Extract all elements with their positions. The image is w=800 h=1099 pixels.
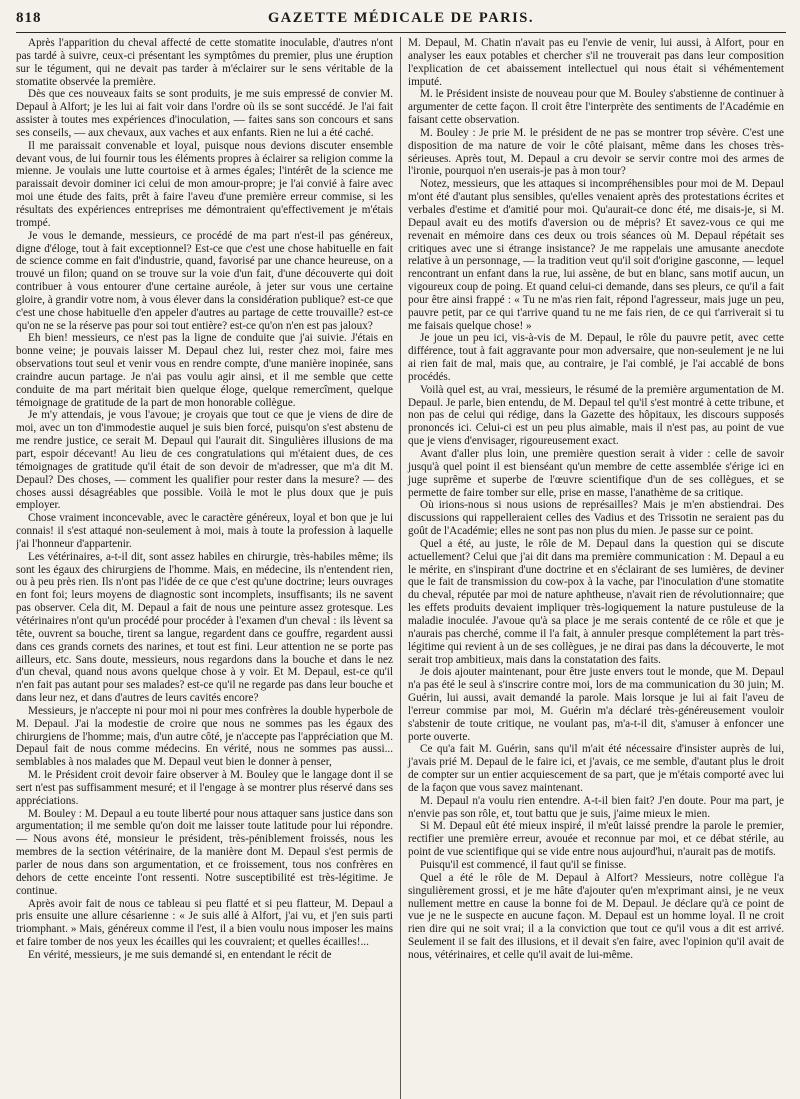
paragraph: M. le Président insiste de nouveau pour que M. Bouley s'abstienne de continuer à argumenter de cette façon. Il croit être l'interprète des sentiments de l'Académie en faisant cette observation. (408, 88, 784, 127)
paragraph: M. le Président croit devoir faire observer à M. Bouley que le langage dont il se sert n'est pas suffisamment mesuré; et il l'engage à se montrer plus réservé dans ses appréciations. (16, 769, 393, 807)
journal-title: GAZETTE MÉDICALE DE PARIS. (268, 10, 534, 26)
paragraph: M. Depaul n'a voulu rien entendre. A-t-il bien fait? J'en doute. Pour ma part, je n'envie pas son rôle, et, tout battu que je suis, j'aime mieux le mien. (408, 794, 784, 820)
paragraph: M. Depaul, M. Chatin n'avait pas eu l'envie de venir, lui aussi, à Alfort, pour en analyser les eaux potables et chercher s'il ne trouverait pas dans leur composition l'explication de cet abaissement intellectuel qui nous était si véhémentement imputé. (408, 37, 784, 88)
paragraph: Eh bien! messieurs, ce n'est pas la ligne de conduite que j'ai suivie. J'étais en bonne veine; je pouvais laisser M. Depaul chez lui, rester chez moi, faire mes observations tout seul et venir vous en rendre compte, d'une manière inopinée, sans craindre aucun partage. Je n'ai pas voulu agir ainsi, et il me semble que cette conduite de ma part méritait bien quelque éloge, quelque remercîment, quelque témoignage de gratitude de la part de mon honorable collègue. (16, 332, 393, 409)
paragraph: Voilà quel est, au vrai, messieurs, le résumé de la première argumentation de M. Depaul. Je parle, bien entendu, de M. Depaul tel qu'il s'est montré à cette tribune, et non pas de celui qui rédige, dans la Gazette des hôpitaux, les discours supposés prononcés ici. Celui-ci est un peu plus aimable, mais il n'est pas, au point de vue que je viens d'envisager, rigoureusement exact. (408, 383, 784, 448)
paragraph: Chose vraiment inconcevable, avec le caractère généreux, loyal et bon que je lui connais! il s'est attaqué non-seulement à moi, mais à toute la profession à laquelle j'ai l'honneur d'appartenir. (16, 512, 393, 550)
paragraph: Quel a été le rôle de M. Depaul à Alfort? Messieurs, notre collègue l'a singulièrement grossi, et je me hâte d'ajouter qu'en m'exprimant ainsi, je ne veux nullement mettre en cause la bonne foi de M. Depaul. Je déclare qu'à ce point de vue je ne le suspecte en aucune façon. M. Depaul est un homme loyal. Il ne croit rien dire qui ne soit vrai; il a la conviction que tout ce qu'il vous a dit est arrivé. Seulement il se fait des illusions, et il devait s'en faire, avec l'opinion qu'il avait de nous, vétérinaires, et celle qu'il avait de lui-même. (408, 871, 784, 961)
paragraph: Puisqu'il est commencé, il faut qu'il se finisse. (420, 859, 627, 871)
paragraph: Messieurs, je n'accepte ni pour moi ni pour mes confrères la double hyperbole de M. Depaul. J'ai la modestie de croire que nous ne sommes pas les égaux des chirurgiens de l'homme; mais, d'un autre côté, je n'accepte pas l'appréciation que M. Depaul fait de nous comme médecins. En vérité, nous ne sommes pas aussi... semblables à nos malades que M. Depaul veut bien le donner à penser, (16, 704, 393, 769)
left-column (16, 37, 400, 1099)
paragraph: En vérité, messieurs, je me suis demandé si, en entendant le récit de (28, 948, 332, 961)
paragraph: Je dois ajouter maintenant, pour être juste envers tout le monde, que M. Depaul n'a pas été le seul à s'inscrire contre moi, lors de ma communication du 30 juin; M. Guérin, lui aussi, avait demandé la parole. Mais lorsque je lui ai fait l'aveu de l'erreur commise par moi, M. Guérin m'a déclaré très-généreusement vouloir s'abstenir de toute critique, ne voulant pas, m'a-t-il dit, s'amuser à enfoncer une porte ouverte. (408, 666, 784, 743)
right-column (400, 37, 784, 1099)
paragraph: Il me paraissait convenable et loyal, puisque nous devions discuter ensemble devant vous, de lui fournir tous les éléments propres à éclairer sa religion comme la mienne. Je voulais une lutte courtoise et à armes égales; l'intérêt de la science me paraissait devoir dominer ici celui de mon amour-propre; je l'ai convié à faire avec moi une étude des faits, prêt à faire l'aveu d'une première erreur commise, si les résultats des expériences entreprises me démontraient qu'effectivement je m'étais trompé. (16, 139, 393, 229)
paragraph: Quel a été, au juste, le rôle de M. Depaul dans la question qui se discute actuellement? Celui que j'ai dit dans ma première communication : M. Depaul a eu le mérite, en s'inspirant d'une doctrine et en s'éclairant de ses lumières, de deviner que le fait de transmission du cow-pox à la vache, par l'inoculation d'une stomatite du cheval, réputée par moi de nature aphtheuse, n'avait rien de révolutionnaire; que les effets produits devaient impliquer très-logiquement la nature pustuleuse de la maladie inoculée. J'avoue qu'à sa place je me serais contenté de ce rôle et que je n'aurais pas cherché, comme il l'a fait, à annuler presque complétement la part très-légitime qui revient à un de ses collègues, je ne dirai pas dans la découverte, le mot serait trop ambitieux, mais dans la constatation des faits. (408, 537, 784, 666)
paragraph: Après avoir fait de nous ce tableau si peu flatté et si peu flatteur, M. Depaul a pris ensuite une allure césarienne : « Je suis allé à Alfort, j'ai vu, et j'en suis parti triomphant. » Mais, généreux comme il l'est, il a bien voulu nous imposer les mains et faire tomber de nos yeux les écailles qui les couvraient; et quelles écailles!... (16, 897, 393, 949)
paragraph: Dès que ces nouveaux faits se sont produits, je me suis empressé de convier M. Depaul à Alfort; je les lui ai fait voir dans l'ordre où ils se sont succédé. Je l'ai fait assister à toutes mes expériences d'inoculation, — faites sans son concours et sans ses conseils, — aux chevaux, aux vaches et aux enfants. Rien ne lui a été caché. (16, 88, 393, 139)
page-header (16, 10, 786, 33)
paragraph: Je vous le demande, messieurs, ce procédé de ma part n'est-il pas généreux, digne d'éloge, tout à fait exceptionnel? Est-ce que c'est une chose habituelle en fait de science comme en fait d'industrie, quand, favorisé par une chance heureuse, on a trouvé un filon; quand on se trouve sur la voie d'un fait, d'une découverte qui doit contribuer à vous entourer d'une certaine auréole, à jeter sur vous une certaine gloire, à grandir votre nom, à vous élever dans la considération publique? est-ce que c'est une chose habituelle d'en appeler d'autres au partage de cette trouvaille? est-ce qu'on ne se la réserve pas pour soi tout entière? est-ce qu'on n'en est pas jaloux? (16, 229, 393, 332)
page-number: 818 (16, 10, 42, 26)
paragraph: Notez, messieurs, que les attaques si incompréhensibles pour moi de M. Depaul m'ont été d'autant plus sensibles, qu'elles venaient après des protestations écrites et verbales d'estime et d'amitié pour moi. Qu'aurait-ce donc été, me disais-je, si M. Depaul avait eu des motifs d'aversion ou de mépris? Et savez-vous ce qui me revenait en mémoire dans ces deux ou trois séances où M. Depaul répétait ses critiques avec une si étrange insistance? Je me rappelais une amusante anecdote relative à un personnage, — la tradition veut qu'il soit d'origine gasconne, — lequel rencontrant un enfant dans la rue, lui assène, de but en blanc, sans motif aucun, un vigoureux coup de poing. Et quand celui-ci demande, dans ses pleurs, ce qu'il a fait pour être ainsi frappé : « Tu ne m'as rien fait, répond l'agresseur, mais juge un peu, pauvre petit, par ce qui t'arrive quand tu ne me fais rien, de ce qui t'arriverait si tu me faisais quelque chose! » (408, 178, 784, 332)
paragraph: Les vétérinaires, a-t-il dit, sont assez habiles en chirurgie, très-habiles même; ils sont les égaux des chirurgiens de l'homme. Mais, en médecine, ils n'entendent rien, ou à peu près rien. Ils n'ont pas l'idée de ce que c'est qu'une doctrine; leurs ouvrages en font foi; leurs moyens de diagnostic sont incomplets, insuffisants; ils ne savent pas observer. Cela dit, M. Depaul a fait de nous une peinture assez grotesque. Les vétérinaires n'ont qu'un procédé pour procéder à l'examen d'un cheval : ils lèvent sa tête, ouvrent sa bouche, tirent sa langue, regardent dans ce gouffre, regardent aussi dans ces grands cornets des narines, et tout est fini. Leur attention ne se porte pas ailleurs, etc. Sans doute, messieurs, nous regardons dans la bouche et dans le nez d'un cheval, quand nous avons quelque chose à y voir. Et M. Depaul, est-ce qu'il n'en fait pas autant pour ses malades? est-ce qu'il ne regarde pas dans leur bouche et dans leur nez, et dans d'autres de leurs cavités encore? (16, 550, 393, 705)
paragraph: Avant d'aller plus loin, une première question serait à vider : celle de savoir jusqu'à quel point il est bienséant qu'un membre de cette assemblée s'érige ici en juge suprême et superbe de l'œuvre scientifique d'un de ses collègues, et se permette de faire tomber sur elle, prise en masse, l'anathème de sa critique. (408, 448, 784, 499)
paragraph: Après l'apparition du cheval affecté de cette stomatite inoculable, d'autres n'ont pas tardé à suivre, ceux-ci présentant les symptômes du premier, plus une éruption sur le tégument, qui ne devait pas tarder à m'éclairer sur le sens véritable de la stomatite observée la première. (16, 37, 393, 88)
paragraph: M. Bouley : Je prie M. le président de ne pas se montrer trop sévère. C'est une disposition de ma nature de voir le côté plaisant, même dans les choses très-sérieuses. Après tout, M. Depaul a cru devoir se servir contre moi des armes de l'ironie, pourquoi n'en userais-je pas à mon tour? (408, 126, 784, 178)
paragraph: M. Bouley : M. Depaul a eu toute liberté pour nous attaquer sans justice dans son argumentation; il me semble qu'on doit me laisser toute latitude pour lui répondre. — Nous avons été, monsieur le président, très-péniblement froissés, nous les membres de la section vétérinaire, de la manière dont M. Depaul s'est permis de parler de nous dans son argumentation, et ce froissement, tous nos confrères en dehors de cette enceinte l'ont ressenti. Notre susceptibilité est très-légitime. Je continue. (16, 807, 393, 897)
paragraph: Si M. Depaul eût été mieux inspiré, il m'eût laissé prendre la parole le premier, rectifier une première erreur, avouée et reconnue par moi, et ce débat stérile, au point de vue scientifique qui se vide entre nous aujourd'hui, n'aurait pas de motifs. (408, 820, 784, 859)
paragraph: Ce qu'a fait M. Guérin, sans qu'il m'ait été nécessaire d'insister auprès de lui, j'avais prié M. Depaul de le faire ici, et j'avais, ce me semble, d'autant plus le droit de compter sur un entier acquiescement de sa part, que je m'étais comporté avec lui de la façon que vous savez maintenant. (408, 743, 784, 794)
paragraph: Je m'y attendais, je vous l'avoue; je croyais que tout ce que je viens de dire de moi, avec un ton d'immodestie auquel je suis bien forcé, puisqu'on s'est abstenu de me rendre justice, ce serait M. Depaul qui l'aurait dit. Singulières illusions de ma part, espoir décevant! Au lieu de ces congratulations qui m'étaient dues, de ces témoignages de gratitude qu'il était de son devoir de m'adresser, que m'a dit M. Depaul? Des choses, — comment les qualifier pour rester dans la mesure? — des choses aussi désagréables que possible. Voilà le mot le plus doux que je puis employer. (16, 409, 393, 512)
text-columns (16, 37, 786, 1099)
paragraph: Je joue un peu ici, vis-à-vis de M. Depaul, le rôle du pauvre petit, avec cette différence, tout à fait aggravante pour mon adversaire, que non-seulement je ne lui ai rien fait de mal, mais que, au contraire, je l'ai comblé, je l'ai accablé de bons procédés. (408, 332, 784, 383)
paragraph: Où irions-nous si nous usions de représailles? Mais je m'en abstiendrai. Des discussions qui rappelleraient celles des Vadius et des Trissotin ne seraient pas du goût de l'Académie; elles ne sont pas non plus du mien. Je passe sur ce point. (408, 499, 784, 538)
